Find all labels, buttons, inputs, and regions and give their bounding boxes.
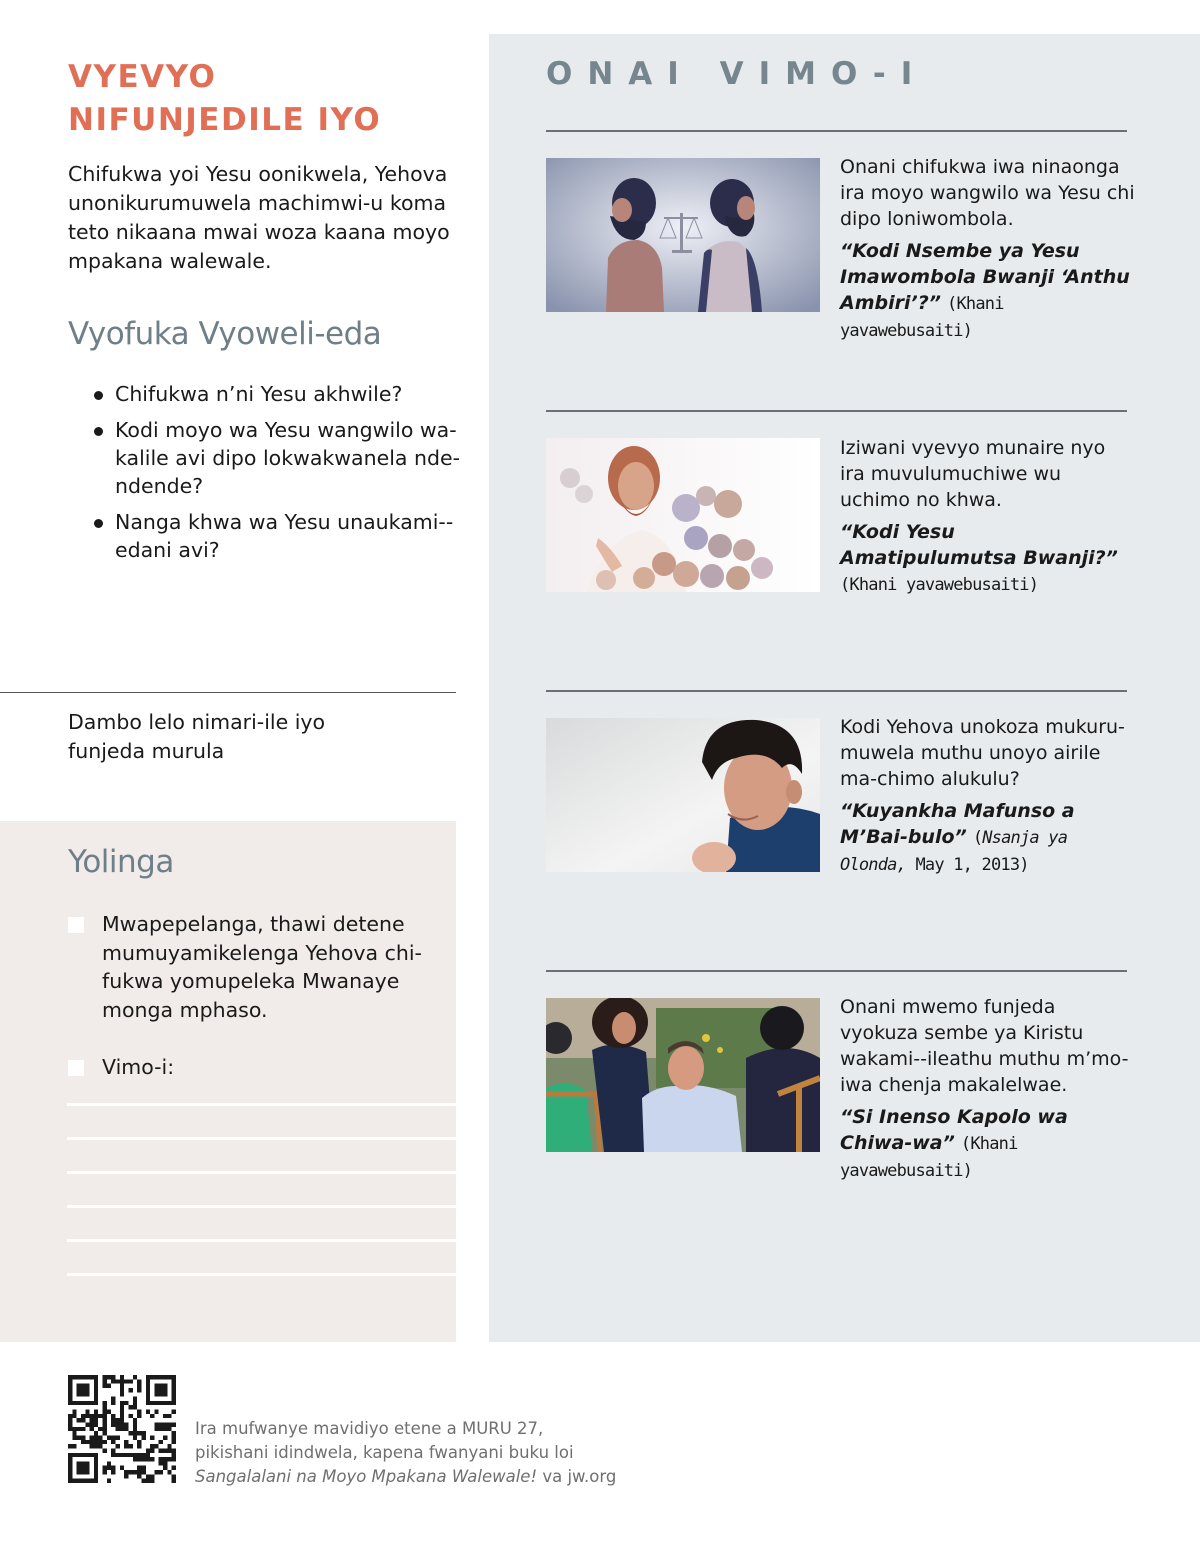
qr-module xyxy=(137,1453,141,1457)
qr-module xyxy=(120,1384,124,1388)
card-text xyxy=(840,714,1135,878)
qr-module xyxy=(172,1410,176,1414)
qr-module xyxy=(107,1466,111,1470)
qr-module xyxy=(172,1457,176,1461)
qr-module xyxy=(68,1423,72,1427)
card-link-title[interactable]: “Kodi Nsembe ya Yesu Imawombola Bwanji ‘Anthu Ambiri’?” xyxy=(840,240,1130,314)
date-completed-label: Dambo lelo nimari-ile iyo funjeda murula xyxy=(68,710,326,763)
section-title xyxy=(68,56,468,142)
qr-module xyxy=(85,1423,89,1427)
qr-module xyxy=(128,1405,132,1409)
qr-module xyxy=(90,1423,94,1427)
qr-module xyxy=(90,1440,94,1444)
qr-module xyxy=(120,1410,124,1414)
qr-module xyxy=(116,1423,120,1427)
card-link-title[interactable]: “Kuyankha Mafunso a M’Bai-bulo” xyxy=(840,800,1075,848)
bullet-icon xyxy=(94,427,103,436)
qr-module xyxy=(137,1474,141,1478)
qr-module xyxy=(137,1379,141,1383)
bullet-icon xyxy=(94,519,103,528)
qr-module xyxy=(103,1384,107,1388)
card-source: (Khani yavawebusaiti) xyxy=(840,1134,1018,1181)
qr-module xyxy=(103,1414,107,1418)
qr-module xyxy=(68,1444,72,1448)
qr-module xyxy=(133,1423,137,1427)
qr-module xyxy=(141,1431,145,1435)
goal-panel xyxy=(0,821,456,1342)
card-link-title[interactable]: “Kodi Yesu Amatipulumutsa Bwanji?” xyxy=(840,521,1118,569)
divider xyxy=(546,410,1127,412)
qr-module xyxy=(137,1470,141,1474)
qr-module xyxy=(77,1461,90,1474)
qr-module xyxy=(103,1440,107,1444)
qr-module xyxy=(107,1375,111,1379)
qr-module xyxy=(128,1453,132,1457)
qr-module xyxy=(133,1397,137,1401)
jesus-crowd-illustration xyxy=(546,438,820,592)
question-item xyxy=(92,508,460,564)
question-item xyxy=(92,380,460,408)
qr-module xyxy=(124,1474,128,1478)
qr-module xyxy=(107,1479,111,1483)
qr-module xyxy=(159,1448,163,1452)
qr-module xyxy=(124,1470,128,1474)
question-text: Nanga khwa wa Yesu unaukami--edani avi? xyxy=(115,510,454,562)
card-image-group-conversation[interactable] xyxy=(546,998,820,1152)
qr-module xyxy=(103,1405,107,1409)
section-title-line-1: VYEVYO xyxy=(68,59,217,95)
qr-module xyxy=(141,1479,145,1483)
qr-module xyxy=(154,1470,158,1474)
book-title: Sangalalani na Moyo Mpakana Walewale! xyxy=(195,1467,538,1486)
qr-module xyxy=(98,1435,102,1439)
qr-module xyxy=(94,1431,98,1435)
qr-module xyxy=(90,1427,94,1431)
qr-module xyxy=(72,1410,76,1414)
qr-module xyxy=(77,1384,90,1397)
qr-module xyxy=(128,1431,132,1435)
qr-module xyxy=(172,1423,176,1427)
qr-module xyxy=(85,1440,89,1444)
qr-module xyxy=(81,1440,85,1444)
qr-module xyxy=(128,1388,132,1392)
card-link-title[interactable]: “Si Inenso Kapolo wa Chiwa-wa” xyxy=(840,1106,1068,1154)
card-description: Onani mwemo funjeda vyokuza sembe ya Kiristu wakami--ileathu muthu m’mo-iwa chenja makalelwae. xyxy=(840,996,1129,1096)
qr-module xyxy=(98,1427,102,1431)
qr-module xyxy=(167,1423,171,1427)
qr-module xyxy=(146,1448,150,1452)
qr-module xyxy=(150,1479,154,1483)
qr-module xyxy=(103,1423,107,1427)
qr-module xyxy=(72,1444,76,1448)
bullet-icon xyxy=(94,391,103,400)
qr-module xyxy=(81,1418,85,1422)
qr-module xyxy=(137,1457,141,1461)
write-in-line[interactable] xyxy=(67,1137,456,1140)
qr-module xyxy=(94,1418,98,1422)
write-in-line[interactable] xyxy=(67,1273,456,1276)
qr-module xyxy=(111,1440,115,1444)
qr-module xyxy=(133,1375,137,1379)
qr-module xyxy=(146,1457,150,1461)
section-title-line-2: NIFUNJEDILE IYO xyxy=(68,102,382,138)
goal-heading: Yolinga xyxy=(68,844,174,880)
qr-module xyxy=(137,1444,141,1448)
qr-module xyxy=(111,1397,115,1401)
card-image-jesus-crowd[interactable] xyxy=(546,438,820,592)
qr-module xyxy=(72,1414,76,1418)
qr-module xyxy=(172,1440,176,1444)
qr-module xyxy=(159,1423,163,1427)
qr-module xyxy=(163,1414,167,1418)
question-text: Kodi moyo wa Yesu wangwilo wa-kalile avi dipo lokwakwanela nde-ndende? xyxy=(115,418,461,498)
qr-module xyxy=(68,1427,72,1431)
qr-module xyxy=(120,1423,124,1427)
qr-module xyxy=(90,1444,94,1448)
qr-module xyxy=(111,1453,115,1457)
goal-item[interactable] xyxy=(68,910,448,1024)
qr-module xyxy=(163,1427,167,1431)
card-source: (Khani yavawebusaiti) xyxy=(840,575,1039,595)
footer-line-2: pikishani idindwela, kapena fwanyani buku loi xyxy=(195,1443,574,1462)
footer-note xyxy=(195,1417,655,1489)
footer-link[interactable]: va jw.org xyxy=(537,1467,617,1486)
source-magazine: Nsanja ya Olonda, xyxy=(840,828,1068,875)
qr-module xyxy=(124,1427,128,1431)
qr-module xyxy=(120,1405,124,1409)
qr-module xyxy=(72,1427,76,1431)
qr-module xyxy=(72,1431,76,1435)
qr-module xyxy=(103,1410,107,1414)
qr-module xyxy=(128,1414,132,1418)
qr-module xyxy=(77,1418,81,1422)
qr-module xyxy=(172,1435,176,1439)
man-praying-photo xyxy=(546,718,820,872)
goal-text: Mwapepelanga, thawi detene mumuyamikelenga Yehova chi-fukwa yomupeleka Mwanaye monga mphaso. xyxy=(102,912,422,1022)
card-description: Iziwani vyevyo munaire nyo ira muvulumuchiwe wu uchimo no khwa. xyxy=(840,437,1106,511)
qr-module xyxy=(85,1410,89,1414)
qr-module xyxy=(120,1453,124,1457)
card-source: (Khani yavawebusaiti) xyxy=(840,294,1004,341)
qr-module xyxy=(98,1440,102,1444)
qr-module xyxy=(137,1410,141,1414)
qr-module xyxy=(159,1461,163,1465)
qr-module xyxy=(133,1401,137,1405)
qr-module xyxy=(154,1427,158,1431)
qr-module xyxy=(111,1401,115,1405)
qr-module xyxy=(167,1444,171,1448)
question-item xyxy=(92,416,460,500)
qr-module xyxy=(81,1427,85,1431)
qr-module xyxy=(159,1440,163,1444)
qr-module xyxy=(116,1418,120,1422)
qr-module xyxy=(128,1379,132,1383)
qr-module xyxy=(98,1414,102,1418)
intro-paragraph: Chifukwa yoi Yesu oonikwela, Yehova unonikurumuwela machimwi-u koma teto nikaana mwai woza kaana moyo mpakana walewale. xyxy=(68,162,450,273)
qr-module xyxy=(94,1435,98,1439)
card-text xyxy=(840,994,1135,1184)
qr-module xyxy=(154,1410,158,1414)
qr-module xyxy=(124,1423,128,1427)
write-in-line[interactable] xyxy=(67,1205,456,1208)
qr-module xyxy=(107,1410,111,1414)
card-image-two-men-scales[interactable] xyxy=(546,158,820,312)
qr-module xyxy=(81,1414,85,1418)
qr-module xyxy=(150,1457,154,1461)
source-paren: ( xyxy=(972,828,983,848)
qr-module xyxy=(133,1418,137,1422)
qr-module xyxy=(116,1379,120,1383)
qr-module xyxy=(124,1401,128,1405)
qr-module xyxy=(128,1444,132,1448)
qr-module xyxy=(111,1379,115,1383)
card-image-man-praying[interactable] xyxy=(546,718,820,872)
qr-module xyxy=(146,1479,150,1483)
divider xyxy=(546,130,1127,132)
qr-module xyxy=(103,1431,107,1435)
write-in-line[interactable] xyxy=(67,1239,456,1242)
qr-module xyxy=(167,1427,171,1431)
qr-module xyxy=(120,1466,124,1470)
qr-module xyxy=(154,1384,167,1397)
qr-module xyxy=(111,1414,115,1418)
qr-module xyxy=(111,1423,115,1427)
card-text xyxy=(840,435,1135,598)
qr-module xyxy=(163,1466,167,1470)
qr-module xyxy=(163,1457,167,1461)
write-in-line[interactable] xyxy=(67,1103,456,1106)
qr-module xyxy=(85,1414,89,1418)
write-in-line[interactable] xyxy=(67,1171,456,1174)
questions-list xyxy=(92,380,460,572)
qr-module xyxy=(94,1410,98,1414)
footer-line-1: Ira mufwanye mavidiyo etene a MURU 27, xyxy=(195,1419,544,1438)
qr-module xyxy=(167,1457,171,1461)
qr-module xyxy=(133,1470,137,1474)
qr-module xyxy=(141,1457,145,1461)
goal-text: Vimo-i: xyxy=(102,1055,175,1079)
qr-module xyxy=(167,1448,171,1452)
qr-module xyxy=(111,1466,115,1470)
qr-module xyxy=(137,1440,141,1444)
qr-module xyxy=(103,1379,107,1383)
qr-module xyxy=(72,1435,76,1439)
qr-module xyxy=(107,1384,111,1388)
questions-heading: Vyofuka Vyoweli-eda xyxy=(68,316,382,352)
qr-module xyxy=(103,1466,107,1470)
card-text xyxy=(840,154,1135,344)
qr-module xyxy=(94,1414,98,1418)
qr-module xyxy=(172,1479,176,1483)
qr-module xyxy=(133,1427,137,1431)
qr-module xyxy=(154,1444,158,1448)
qr-module xyxy=(150,1474,154,1478)
qr-module xyxy=(116,1453,120,1457)
qr-module xyxy=(103,1418,107,1422)
qr-module xyxy=(111,1375,115,1379)
qr-module xyxy=(137,1466,141,1470)
qr-module xyxy=(111,1418,115,1422)
qr-module xyxy=(107,1435,111,1439)
qr-module xyxy=(124,1440,128,1444)
qr-module xyxy=(172,1453,176,1457)
goal-item-other[interactable] xyxy=(68,1053,448,1082)
qr-module xyxy=(124,1444,128,1448)
qr-module xyxy=(90,1418,94,1422)
qr-module xyxy=(94,1444,98,1448)
card-description: Onani chifukwa iwa ninaonga ira moyo wangwilo wa Yesu chi dipo loniwombola. xyxy=(840,156,1135,230)
qr-module xyxy=(133,1435,137,1439)
qr-module xyxy=(159,1457,163,1461)
qr-module xyxy=(137,1384,141,1388)
qr-module xyxy=(90,1414,94,1418)
qr-module xyxy=(120,1401,124,1405)
two-men-scales-illustration xyxy=(546,158,820,312)
qr-module xyxy=(68,1414,72,1418)
qr-module xyxy=(133,1431,137,1435)
qr-module xyxy=(141,1453,145,1457)
qr-module xyxy=(103,1448,107,1452)
qr-module xyxy=(81,1435,85,1439)
qr-module xyxy=(133,1453,137,1457)
qr-module xyxy=(90,1435,94,1439)
qr-module xyxy=(172,1474,176,1478)
qr-module xyxy=(167,1414,171,1418)
qr-module xyxy=(141,1470,145,1474)
qr-module xyxy=(120,1392,124,1396)
qr-module xyxy=(137,1414,141,1418)
qr-module xyxy=(150,1435,154,1439)
qr-module xyxy=(111,1448,115,1452)
qr-module xyxy=(124,1379,128,1383)
qr-module xyxy=(77,1435,81,1439)
qr-module xyxy=(137,1431,141,1435)
qr-module xyxy=(116,1444,120,1448)
qr-module xyxy=(94,1423,98,1427)
qr-module xyxy=(124,1453,128,1457)
qr-module xyxy=(116,1435,120,1439)
qr-module xyxy=(172,1431,176,1435)
qr-module xyxy=(141,1435,145,1439)
qr-module xyxy=(107,1461,111,1465)
qr-module xyxy=(150,1414,154,1418)
qr-module xyxy=(163,1448,167,1452)
qr-module xyxy=(120,1427,124,1431)
qr-module xyxy=(167,1470,171,1474)
qr-module xyxy=(116,1427,120,1431)
qr-module xyxy=(133,1457,137,1461)
question-text: Chifukwa n’ni Yesu akhwile? xyxy=(115,382,403,406)
group-conversation-photo xyxy=(546,998,820,1152)
qr-module xyxy=(120,1379,124,1383)
card-description: Kodi Yehova unokoza mukuru-muwela muthu unoyo airile ma-chimo alukulu? xyxy=(840,716,1125,790)
qr-code-icon[interactable] xyxy=(67,1375,177,1483)
explore-title: ONAI VIMO-I xyxy=(546,56,928,92)
qr-module xyxy=(103,1427,107,1431)
qr-module xyxy=(163,1435,167,1439)
qr-module xyxy=(94,1440,98,1444)
qr-module xyxy=(150,1448,154,1452)
qr-module xyxy=(77,1427,81,1431)
qr-module xyxy=(120,1375,124,1379)
qr-module xyxy=(159,1427,163,1431)
qr-module xyxy=(159,1470,163,1474)
qr-module xyxy=(163,1423,167,1427)
qr-module xyxy=(68,1418,72,1422)
qr-module xyxy=(120,1414,124,1418)
qr-module xyxy=(163,1461,167,1465)
checkbox[interactable] xyxy=(68,917,84,933)
qr-module xyxy=(150,1444,154,1448)
qr-module xyxy=(120,1388,124,1392)
divider xyxy=(546,690,1127,692)
qr-module xyxy=(103,1470,107,1474)
divider xyxy=(0,692,456,693)
qr-module xyxy=(146,1474,150,1478)
qr-module xyxy=(137,1388,141,1392)
qr-module xyxy=(172,1466,176,1470)
qr-module xyxy=(133,1405,137,1409)
qr-module xyxy=(103,1375,107,1379)
qr-module xyxy=(146,1453,150,1457)
source-date: May 1, 2013) xyxy=(906,855,1029,875)
qr-module xyxy=(111,1435,115,1439)
checkbox[interactable] xyxy=(68,1060,84,1076)
qr-module xyxy=(111,1470,115,1474)
qr-module xyxy=(141,1466,145,1470)
qr-module xyxy=(172,1448,176,1452)
qr-module xyxy=(128,1470,132,1474)
divider xyxy=(546,970,1127,972)
qr-module xyxy=(103,1401,107,1405)
qr-module xyxy=(154,1423,158,1427)
qr-module xyxy=(146,1410,150,1414)
qr-module xyxy=(120,1418,124,1422)
qr-module xyxy=(98,1444,102,1448)
